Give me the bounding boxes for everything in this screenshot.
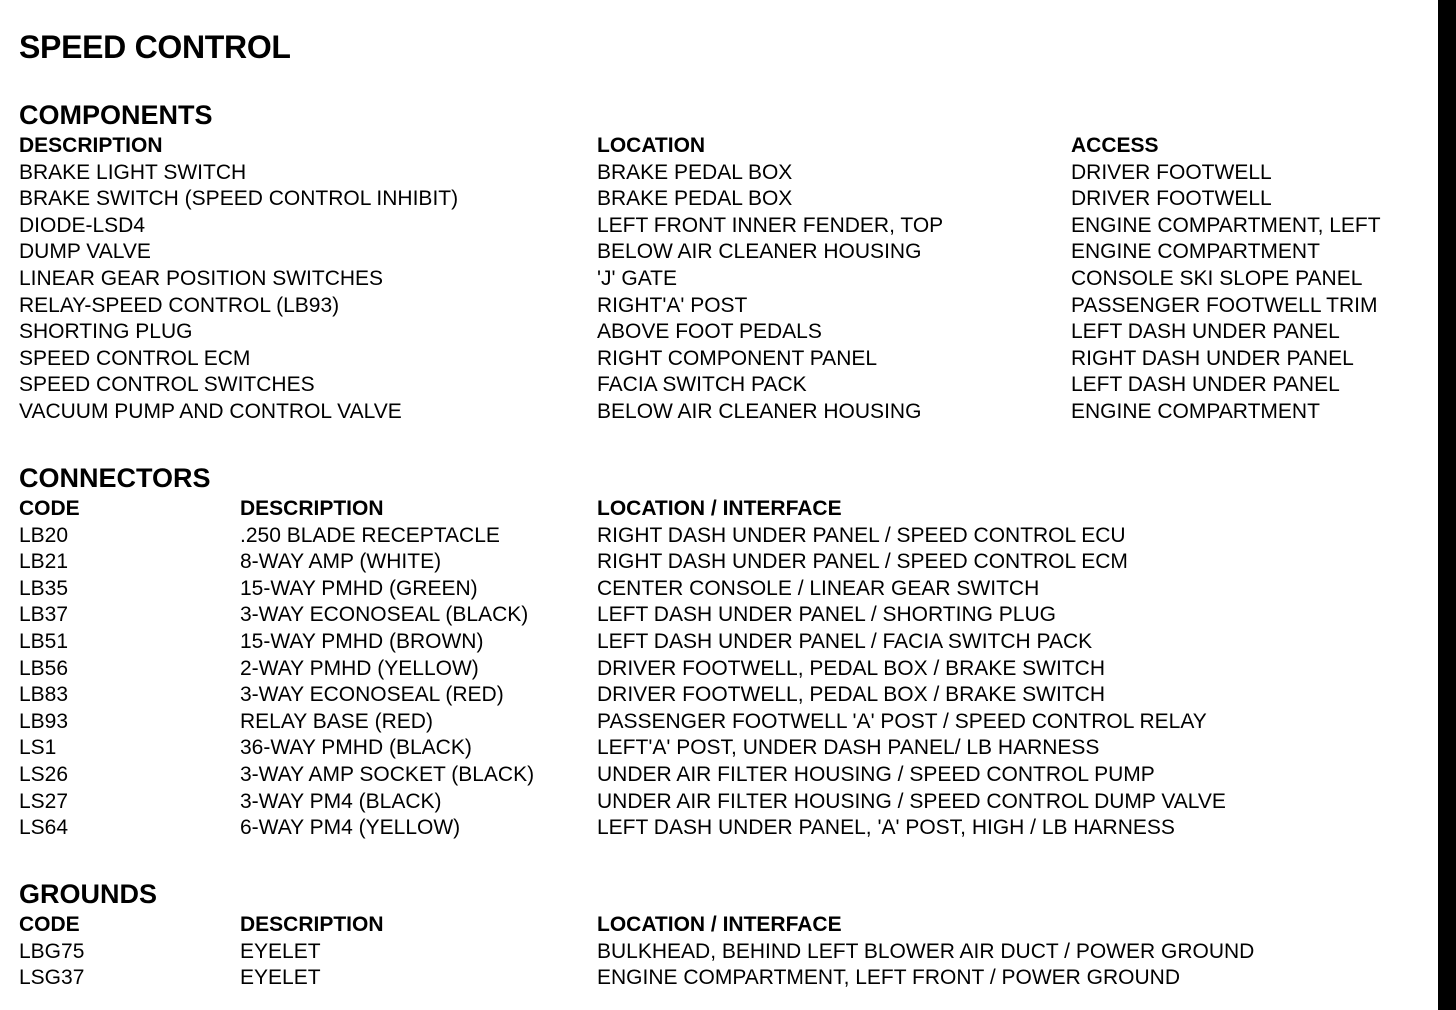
connectors-row bbox=[0, 549, 1436, 576]
connectors-header-location: LOCATION / INTERFACE bbox=[597, 497, 842, 520]
connectors-cell-location: RIGHT DASH UNDER PANEL / SPEED CONTROL ECU bbox=[597, 523, 1126, 547]
components-cell-access: DRIVER FOOTWELL bbox=[1071, 160, 1272, 184]
connectors-row bbox=[0, 602, 1436, 629]
connectors-cell-description: 6-WAY PM4 (YELLOW) bbox=[240, 816, 461, 840]
components-row bbox=[0, 160, 1436, 187]
components-cell-location: 'J' GATE bbox=[597, 267, 677, 290]
connectors-cell-location: CENTER CONSOLE / LINEAR GEAR SWITCH bbox=[597, 576, 1040, 600]
connectors-row bbox=[0, 656, 1436, 683]
components-cell-access: PASSENGER FOOTWELL TRIM bbox=[1071, 293, 1378, 317]
components-cell-access: RIGHT DASH UNDER PANEL bbox=[1071, 346, 1354, 370]
connectors-cell-code: LS26 bbox=[19, 763, 69, 786]
components-cell-access: LEFT DASH UNDER PANEL bbox=[1071, 320, 1340, 344]
grounds-cell-code: LBG75 bbox=[19, 939, 85, 963]
components-cell-location: RIGHT'A' POST bbox=[597, 293, 748, 317]
grounds-header-row bbox=[0, 912, 1436, 939]
grounds-heading: GROUNDS bbox=[19, 879, 158, 909]
connectors-cell-location: UNDER AIR FILTER HOUSING / SPEED CONTROL PUMP bbox=[597, 763, 1155, 786]
components-cell-description: DIODE-LSD4 bbox=[19, 213, 146, 237]
components-cell-access: ENGINE COMPARTMENT, LEFT bbox=[1071, 213, 1381, 237]
components-cell-description: DUMP VALVE bbox=[19, 240, 151, 264]
connectors-row bbox=[0, 709, 1436, 736]
grounds-cell-description: EYELET bbox=[240, 966, 321, 990]
connectors-header-code: CODE bbox=[19, 497, 80, 520]
components-cell-location: FACIA SWITCH PACK bbox=[597, 373, 807, 397]
grounds-header-code: CODE bbox=[19, 913, 80, 936]
connectors-cell-code: LB37 bbox=[19, 603, 69, 627]
components-cell-description: RELAY-SPEED CONTROL (LB93) bbox=[19, 293, 340, 317]
connectors-cell-description: 3-WAY AMP SOCKET (BLACK) bbox=[240, 763, 535, 786]
components-cell-access: CONSOLE SKI SLOPE PANEL bbox=[1071, 267, 1363, 290]
components-cell-location: RIGHT COMPONENT PANEL bbox=[597, 346, 878, 370]
components-cell-description: SPEED CONTROL ECM bbox=[19, 346, 251, 370]
components-header-description: DESCRIPTION bbox=[19, 134, 163, 157]
connectors-header-row bbox=[0, 496, 1436, 523]
connectors-cell-description: 3-WAY ECONOSEAL (RED) bbox=[240, 683, 504, 707]
components-row bbox=[0, 186, 1436, 213]
connectors-cell-code: LB20 bbox=[19, 523, 69, 547]
connectors-cell-code: LB83 bbox=[19, 683, 69, 707]
connectors-cell-code: LB56 bbox=[19, 656, 69, 680]
grounds-header-location: LOCATION / INTERFACE bbox=[597, 913, 842, 936]
connectors-row bbox=[0, 815, 1436, 842]
connectors-cell-code: LB93 bbox=[19, 709, 69, 733]
connectors-row bbox=[0, 789, 1436, 816]
connectors-cell-location: PASSENGER FOOTWELL 'A' POST / SPEED CONTROL RELAY bbox=[597, 709, 1207, 733]
components-row bbox=[0, 372, 1436, 399]
connectors-cell-description: 8-WAY AMP (WHITE) bbox=[240, 550, 442, 574]
connectors-cell-description: .250 BLADE RECEPTACLE bbox=[240, 523, 500, 547]
grounds-cell-description: EYELET bbox=[240, 939, 321, 963]
connectors-cell-code: LS27 bbox=[19, 789, 69, 813]
components-row bbox=[0, 213, 1436, 240]
components-cell-location: BRAKE PEDAL BOX bbox=[597, 187, 793, 211]
components-cell-access: LEFT DASH UNDER PANEL bbox=[1071, 373, 1340, 397]
connectors-cell-description: 2-WAY PMHD (YELLOW) bbox=[240, 656, 479, 680]
connectors-row bbox=[0, 735, 1436, 762]
connectors-cell-description: 15-WAY PMHD (BROWN) bbox=[240, 630, 484, 653]
components-cell-description: BRAKE LIGHT SWITCH bbox=[19, 160, 247, 184]
connectors-cell-location: LEFT'A' POST, UNDER DASH PANEL/ LB HARNESS bbox=[597, 736, 1100, 760]
components-cell-description: SPEED CONTROL SWITCHES bbox=[19, 373, 315, 397]
components-cell-description: LINEAR GEAR POSITION SWITCHES bbox=[19, 267, 384, 290]
connectors-cell-location: LEFT DASH UNDER PANEL, 'A' POST, HIGH / LB HARNESS bbox=[597, 816, 1175, 840]
components-cell-description: BRAKE SWITCH (SPEED CONTROL INHIBIT) bbox=[19, 187, 459, 211]
connectors-cell-code: LB35 bbox=[19, 576, 69, 600]
connectors-cell-description: 3-WAY ECONOSEAL (BLACK) bbox=[240, 603, 529, 627]
connectors-cell-code: LS64 bbox=[19, 816, 69, 840]
connectors-cell-location: DRIVER FOOTWELL, PEDAL BOX / BRAKE SWITCH bbox=[597, 683, 1105, 707]
connectors-cell-description: 36-WAY PMHD (BLACK) bbox=[240, 736, 472, 760]
connectors-heading: CONNECTORS bbox=[19, 463, 211, 493]
connectors-cell-description: 15-WAY PMHD (GREEN) bbox=[240, 576, 478, 600]
components-row bbox=[0, 346, 1436, 373]
components-header-access: ACCESS bbox=[1071, 134, 1159, 157]
grounds-cell-code: LSG37 bbox=[19, 966, 85, 990]
connectors-cell-location: RIGHT DASH UNDER PANEL / SPEED CONTROL ECM bbox=[597, 550, 1128, 574]
components-row bbox=[0, 266, 1436, 293]
components-row bbox=[0, 239, 1436, 266]
components-cell-description: SHORTING PLUG bbox=[19, 320, 193, 344]
grounds-header-description: DESCRIPTION bbox=[240, 913, 384, 936]
components-cell-description: VACUUM PUMP AND CONTROL VALVE bbox=[19, 400, 402, 423]
connectors-cell-location: LEFT DASH UNDER PANEL / FACIA SWITCH PACK bbox=[597, 630, 1093, 653]
connectors-cell-description: RELAY BASE (RED) bbox=[240, 709, 433, 733]
grounds-cell-location: ENGINE COMPARTMENT, LEFT FRONT / POWER GROUND bbox=[597, 966, 1180, 990]
connectors-cell-location: UNDER AIR FILTER HOUSING / SPEED CONTROL DUMP VALVE bbox=[597, 789, 1226, 813]
connectors-cell-code: LS1 bbox=[19, 736, 57, 760]
connectors-row bbox=[0, 762, 1436, 789]
grounds-row bbox=[0, 965, 1436, 992]
components-cell-location: BELOW AIR CLEANER HOUSING bbox=[597, 400, 922, 423]
connectors-row bbox=[0, 629, 1436, 656]
components-row bbox=[0, 319, 1436, 346]
components-cell-location: ABOVE FOOT PEDALS bbox=[597, 320, 822, 344]
components-cell-access: ENGINE COMPARTMENT bbox=[1071, 400, 1320, 423]
components-cell-location: BELOW AIR CLEANER HOUSING bbox=[597, 240, 922, 264]
connectors-header-description: DESCRIPTION bbox=[240, 497, 384, 520]
components-row bbox=[0, 399, 1436, 426]
components-header-location: LOCATION bbox=[597, 134, 706, 157]
components-cell-access: ENGINE COMPARTMENT bbox=[1071, 240, 1320, 264]
connectors-cell-code: LB21 bbox=[19, 550, 69, 574]
connectors-cell-location: DRIVER FOOTWELL, PEDAL BOX / BRAKE SWITCH bbox=[597, 656, 1105, 680]
connectors-row bbox=[0, 682, 1436, 709]
grounds-cell-location: BULKHEAD, BEHIND LEFT BLOWER AIR DUCT / POWER GROUND bbox=[597, 939, 1255, 963]
components-heading: COMPONENTS bbox=[19, 100, 213, 130]
page-title: SPEED CONTROL bbox=[19, 29, 291, 65]
components-cell-location: LEFT FRONT INNER FENDER, TOP bbox=[597, 213, 944, 237]
page-edge-bar bbox=[1438, 0, 1456, 1010]
components-header-row bbox=[0, 133, 1436, 160]
grounds-row bbox=[0, 939, 1436, 966]
components-cell-location: BRAKE PEDAL BOX bbox=[597, 160, 793, 184]
connectors-cell-code: LB51 bbox=[19, 630, 69, 653]
connectors-row bbox=[0, 523, 1436, 550]
connectors-row bbox=[0, 576, 1436, 603]
connectors-cell-location: LEFT DASH UNDER PANEL / SHORTING PLUG bbox=[597, 603, 1056, 627]
components-cell-access: DRIVER FOOTWELL bbox=[1071, 187, 1272, 211]
connectors-cell-description: 3-WAY PM4 (BLACK) bbox=[240, 789, 442, 813]
components-row bbox=[0, 293, 1436, 320]
